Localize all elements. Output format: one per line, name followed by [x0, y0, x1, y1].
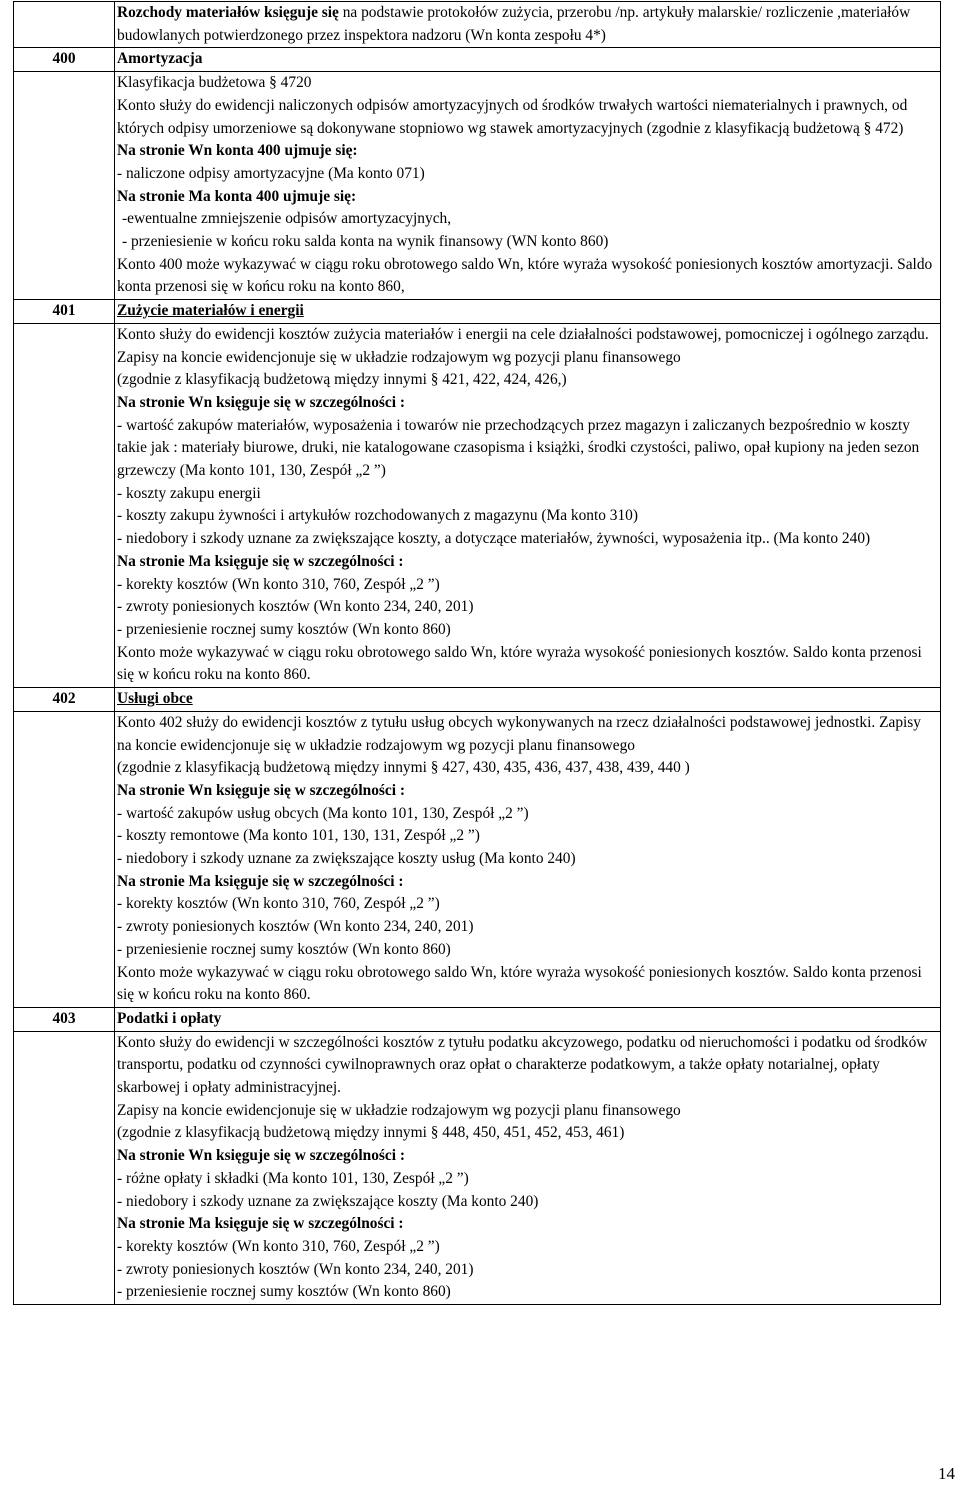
table-row: [14, 688, 941, 712]
list-item: - zwroty poniesionych kosztów (Wn konto 234, 240, 201): [117, 918, 474, 936]
list-item: - przeniesienie rocznej sumy kosztów (Wn konto 860): [117, 1283, 451, 1301]
wn-side-heading: Na stronie Wn księguje się w szczególności :: [117, 393, 405, 411]
list-item: - koszty remontowe (Ma konto 101, 130, 131, Zespół „2 ”): [117, 827, 480, 845]
account-number: 403: [14, 1007, 115, 1031]
account-number-cell: [14, 2, 115, 48]
ma-side-heading: Na stronie Ma księguje się w szczególności :: [117, 1215, 404, 1233]
budget-classification: (zgodnie z klasyfikacją budżetową między innymi § 427, 430, 435, 436, 437, 438, 439, 440 ): [117, 759, 690, 777]
account-title: Zużycie materiałów i energii: [115, 300, 941, 324]
ma-side-heading: Na stronie Ma konta 400 ujmuje się:: [117, 187, 357, 205]
description-text: Konto służy do ewidencji kosztów zużycia materiałów i energii na cele działalności podstawowej, pomocniczej i ogólnego zarządu.: [117, 325, 929, 343]
table-row: [14, 1007, 941, 1031]
table-row: [14, 300, 941, 324]
list-item: - zwroty poniesionych kosztów (Wn konto 234, 240, 201): [117, 1260, 474, 1278]
account-title: Usługi obce: [115, 688, 941, 712]
list-item: - koszty zakupu żywności i artykułów rozchodowanych z magazynu (Ma konto 310): [117, 507, 638, 525]
list-item: - różne opłaty i składki (Ma konto 101, 130, Zespół „2 ”): [117, 1169, 469, 1187]
wn-side-heading: Na stronie Wn księguje się w szczególności :: [117, 781, 405, 799]
account-description-cell: [115, 323, 941, 687]
account-title: Podatki i opłaty: [115, 1007, 941, 1031]
account-number: 402: [14, 688, 115, 712]
list-item: - korekty kosztów (Wn konto 310, 760, Zespół „2 ”): [117, 895, 440, 913]
description-text: Zapisy na koncie ewidencjonuje się w układzie rodzajowym wg pozycji planu finansowego: [117, 348, 681, 366]
paragraph-lead: Rozchody materiałów księguje się: [117, 4, 339, 21]
account-number: 401: [14, 300, 115, 324]
accounts-table: [13, 1, 941, 1305]
table-row: [14, 48, 941, 72]
list-item: - niedobory i szkody uznane za zwiększające koszty, a dotyczące materiałów, żywności, wyposażenia itp.. (Ma konto 240): [117, 530, 871, 548]
list-item: - zwroty poniesionych kosztów (Wn konto 234, 240, 201): [117, 598, 474, 616]
description-text: Zapisy na koncie ewidencjonuje się w układzie rodzajowym wg pozycji planu finansowego: [117, 1101, 681, 1119]
list-item: -ewentualne zmniejszenie odpisów amortyzacyjnych,: [122, 210, 452, 228]
account-title: Amortyzacja: [115, 48, 941, 72]
description-text: Konto służy do ewidencji naliczonych odpisów amortyzacyjnych od środków trwałych wartości niematerialnych i prawnych, od których odpisy umorzeniowe są dokonywane stopniowo wg stawek amortyzacyjnych (zgodnie z klasyfikacją budżetową § 472): [117, 96, 908, 137]
list-item: - przeniesienie rocznej sumy kosztów (Wn konto 860): [117, 620, 451, 638]
account-number: 400: [14, 48, 115, 72]
list-item: - przeniesienie rocznej sumy kosztów (Wn konto 860): [117, 940, 451, 958]
table-row: [14, 711, 941, 1007]
wn-side-heading: Na stronie Wn księguje się w szczególności :: [117, 1147, 405, 1165]
balance-note: Konto może wykazywać w ciągu roku obrotowego saldo Wn, które wyraża wysokość poniesionych kosztów. Saldo konta przenosi się w końcu roku na konto 860.: [117, 963, 922, 1004]
budget-classification: Klasyfikacja budżetowa § 4720: [117, 74, 312, 92]
balance-note: Konto 400 może wykazywać w ciągu roku obrotowego saldo Wn, które wyraża wysokość poniesionych kosztów amortyzacji. Saldo konta przenosi się w końcu roku na konto 860,: [117, 255, 933, 296]
description-text: Konto 402 służy do ewidencji kosztów z tytułu usług obcych wykonywanych na rzecz działalności podstawowej jednostki. Zapisy na koncie ewidencjonuje się w układzie rodzajowym wg pozycji planu finansowego: [117, 713, 921, 754]
list-item: - niedobory i szkody uznane za zwiększające koszty usług (Ma konto 240): [117, 850, 576, 868]
account-description-cell: [115, 72, 941, 300]
table-row: [14, 2, 941, 48]
list-item: - korekty kosztów (Wn konto 310, 760, Zespół „2 ”): [117, 1237, 440, 1255]
table-row: [14, 323, 941, 687]
list-item: - korekty kosztów (Wn konto 310, 760, Zespół „2 ”): [117, 575, 440, 593]
description-text: Konto służy do ewidencji w szczególności kosztów z tytułu podatku akcyzowego, podatku od nieruchomości i podatku od środków transportu, podatku od czynności cywilnoprawnych oraz opłat o charakterze podatkowym, a także opłaty notarialnej, opłaty skarbowej i opłaty administracyjnej.: [117, 1033, 928, 1097]
list-item: - wartość zakupów materiałów, wyposażenia i towarów nie przechodzących przez magazyn i zaliczanych bezpośrednio w koszty takie jak : materiały biurowe, druki, nie katalogowane czasopisma i książki, środki czystości, paliwo, opał kupiony na jeden sezon grzewczy (Ma konto 101, 130, Zespół „2 ”): [117, 416, 920, 480]
ma-side-heading: Na stronie Ma księguje się w szczególności :: [117, 872, 404, 890]
balance-note: Konto może wykazywać w ciągu roku obrotowego saldo Wn, które wyraża wysokość poniesionych kosztów. Saldo konta przenosi się w końcu roku na konto 860.: [117, 643, 922, 684]
list-item: - naliczone odpisy amortyzacyjne (Ma konto 071): [117, 164, 425, 182]
table-row: [14, 1031, 941, 1304]
wn-side-heading: Na stronie Wn konta 400 ujmuje się:: [117, 142, 358, 160]
list-item: - koszty zakupu energii: [117, 484, 261, 502]
budget-classification: (zgodnie z klasyfikacją budżetową między innymi § 421, 422, 424, 426,): [117, 371, 567, 389]
account-description-cell: [115, 711, 941, 1007]
paragraph-text: na podstawie protokołów zużycia, przerobu /np. artykuły malarskie/ rozliczenie ,materiałów budowlanych potwierdzonego przez inspektora nadzoru (Wn konta zespołu 4*): [117, 4, 911, 44]
ma-side-heading: Na stronie Ma księguje się w szczególności :: [117, 552, 404, 570]
budget-classification: (zgodnie z klasyfikacją budżetową między innymi § 448, 450, 451, 452, 453, 461): [117, 1124, 625, 1142]
list-item: - wartość zakupów usług obcych (Ma konto 101, 130, Zespół „2 ”): [117, 804, 529, 822]
list-item: - przeniesienie w końcu roku salda konta na wynik finansowy (WN konto 860): [122, 233, 609, 251]
account-description-cell: [115, 1031, 941, 1304]
table-row: [14, 72, 941, 300]
account-description-cell: [115, 2, 941, 48]
list-item: - niedobory i szkody uznane za zwiększające koszty (Ma konto 240): [117, 1192, 539, 1210]
page-number: 14: [938, 1464, 955, 1483]
